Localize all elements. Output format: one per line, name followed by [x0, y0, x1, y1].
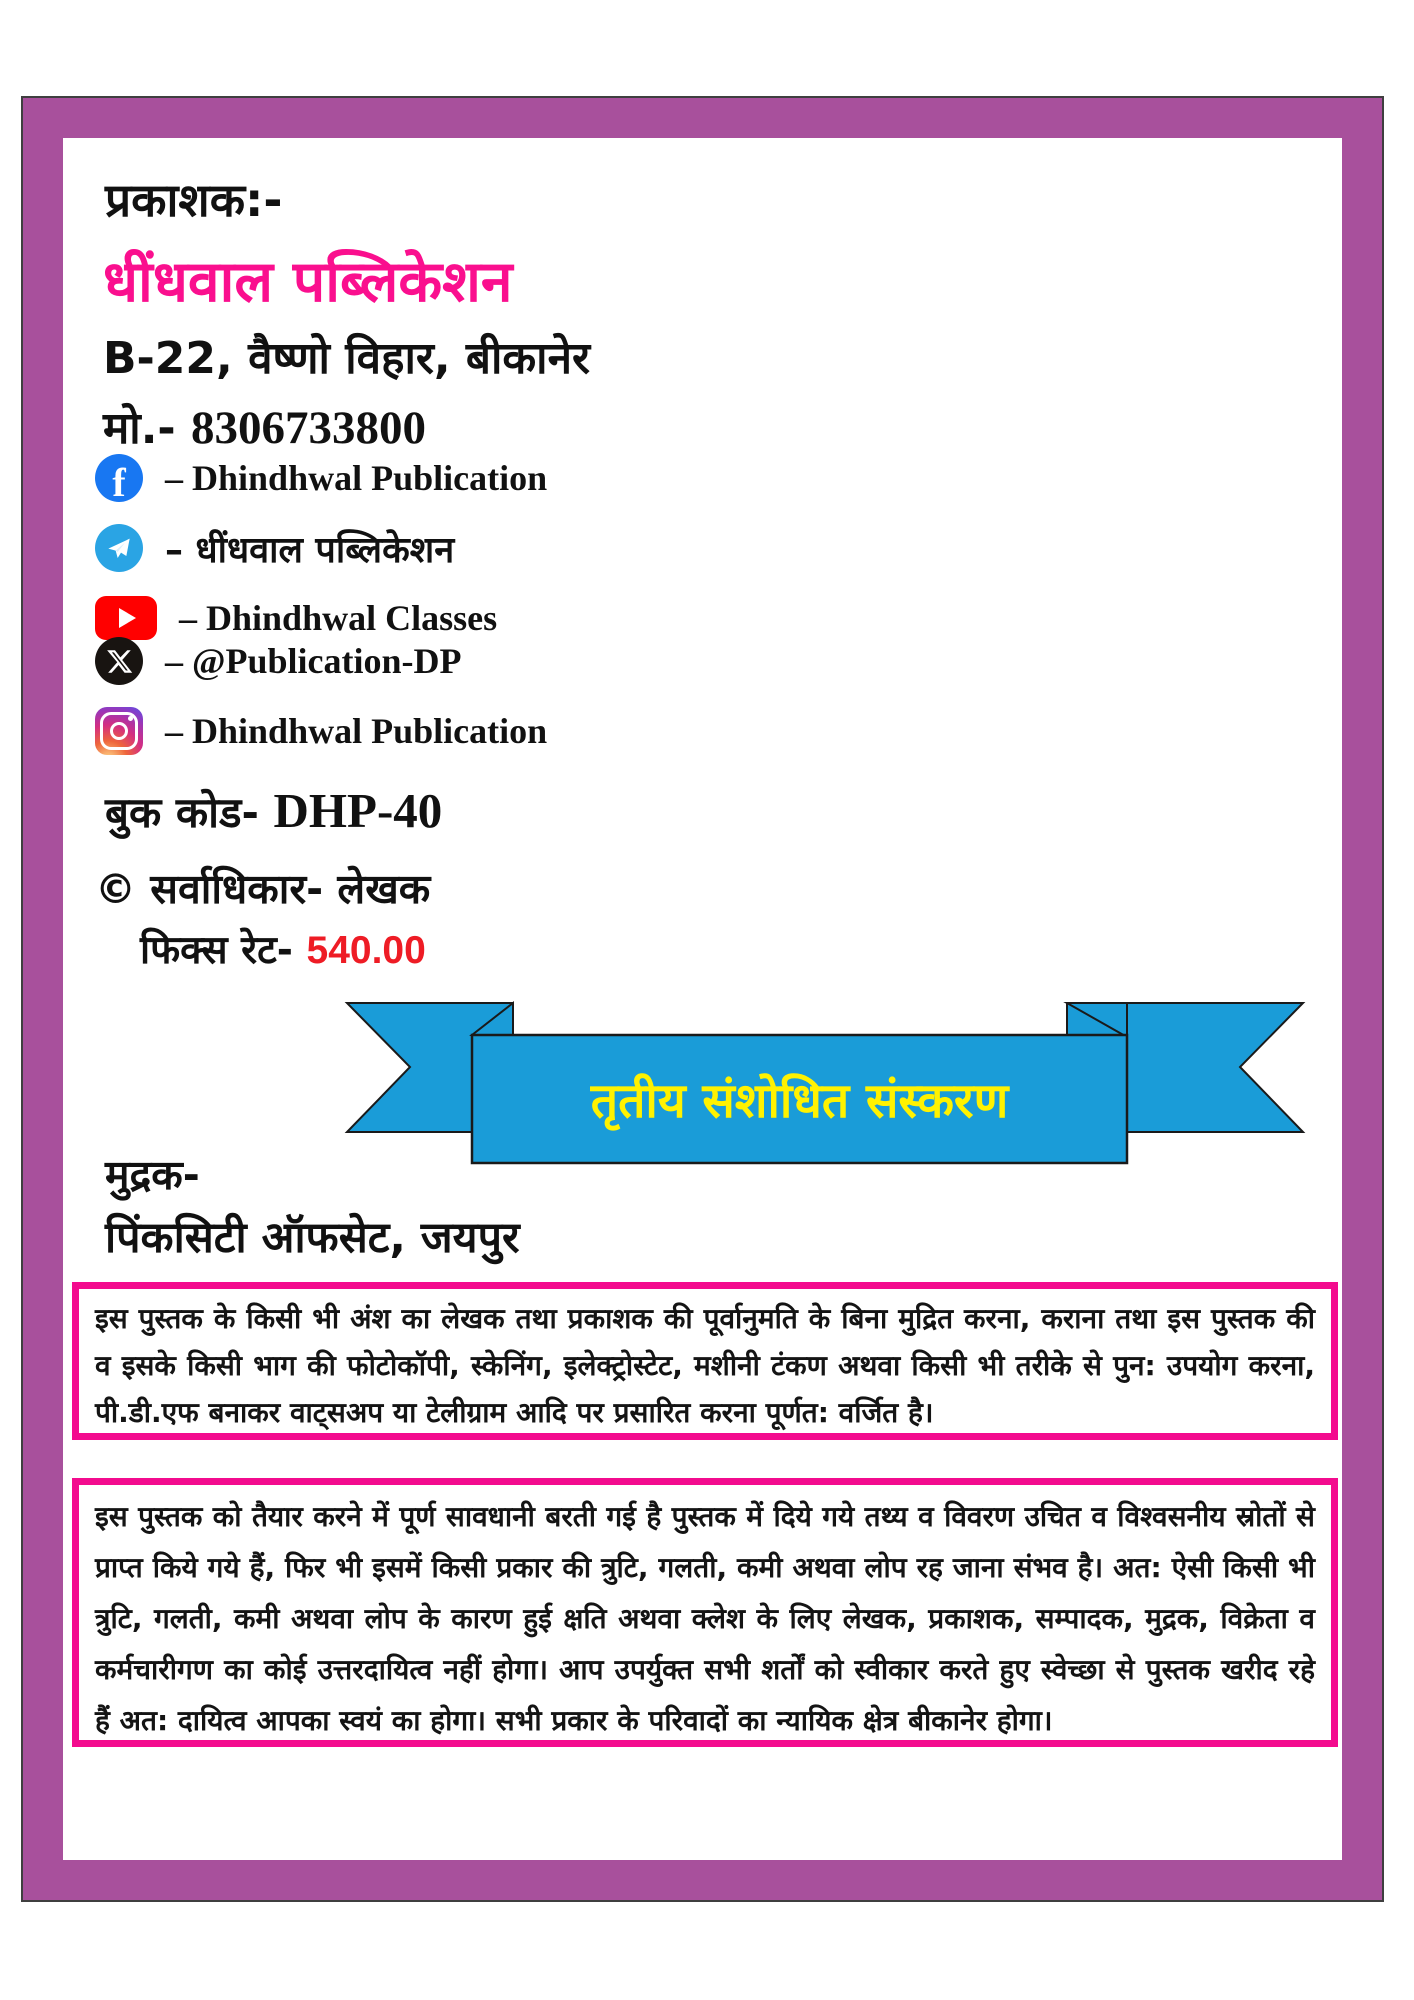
- social-label: – धींधवाल पब्लिकेशन: [165, 529, 455, 571]
- printer-label: मुद्रक-: [105, 1151, 200, 1199]
- publisher-mobile: [103, 396, 426, 456]
- facebook-icon: f: [95, 454, 143, 502]
- social-row-facebook: [95, 453, 547, 503]
- mobile-number: 8306733800: [191, 402, 427, 454]
- book-code-value: DHP-40: [273, 783, 443, 838]
- edition-banner-text: तृतीय संशोधित संस्करण: [590, 1072, 1009, 1129]
- social-label: – Dhindhwal Publication: [165, 711, 548, 751]
- social-label: – Dhindhwal Publication: [165, 458, 548, 498]
- disclaimer-notice-box: इस पुस्तक को तैयार करने में पूर्ण सावधानी बरती गई है पुस्तक में दिये गये तथ्य व विवरण उचित व विश्वसनीय स्रोतों से प्राप्त किये गये हैं, फिर भी इसमें किसी प्रकार की त्रुटि, गलती, कमी अथवा लोप रह जाना संभव है। अत: ऐसी किसी भी त्रुटि, गलती, कमी अथवा लोप के कारण हुई क्षति अथवा क्लेश के लिए लेखक, प्रकाशक, सम्पादक, मुद्रक, विक्रेता व कर्मचारीगण का कोई उत्तरदायित्व नहीं होगा। आप उपर्युक्त सभी शर्तों को स्वीकार करते हुए स्वेच्छा से पुस्तक खरीद रहे हैं अत: दायित्व आपका स्वयं का होगा। सभी प्रकार के परिवादों का न्यायिक क्षेत्र बीकानेर होगा।: [72, 1478, 1338, 1747]
- mobile-label: मो.-: [103, 403, 176, 454]
- rate-value: 540.00: [306, 929, 426, 972]
- social-label: – @Publication-DP: [165, 641, 462, 681]
- social-row-x: [95, 636, 462, 686]
- publisher-address: B-22, वैष्णो विहार, बीकानेर: [103, 333, 590, 384]
- copyright-line: © सर्वाधिकार- लेखक: [95, 865, 431, 913]
- fixed-rate-line: [140, 922, 426, 975]
- social-label: – Dhindhwal Classes: [179, 598, 498, 638]
- youtube-icon: [95, 596, 157, 640]
- x-icon: [95, 637, 143, 685]
- social-row-telegram: [95, 523, 454, 573]
- publisher-name: धींधवाल पब्लिकेशन: [103, 249, 513, 315]
- publisher-label: प्रकाशक:-: [105, 173, 283, 227]
- instagram-icon: [95, 707, 143, 755]
- book-code-label: बुक कोड-: [105, 788, 259, 837]
- rate-label: फिक्स रेट-: [140, 928, 293, 973]
- social-row-instagram: [95, 706, 547, 756]
- book-code-line: [105, 782, 442, 840]
- printer-name: पिंकसिटी ऑफसेट, जयपुर: [105, 1213, 520, 1263]
- copyright-notice-box: इस पुस्तक के किसी भी अंश का लेखक तथा प्रकाशक की पूर्वानुमति के बिना मुद्रित करना, कराना तथा इस पुस्तक की व इसके किसी भाग की फोटोकॉपी, स्केनिंग, इलेक्ट्रोस्टेट, मशीनी टंकण अथवा किसी भी तरीके से पुन: उपयोग करना, पी.डी.एफ बनाकर वाट्सअप या टेलीग्राम आदि पर प्रसारित करना पूर्णत: वर्जित है।: [72, 1282, 1338, 1440]
- telegram-icon: [95, 524, 143, 572]
